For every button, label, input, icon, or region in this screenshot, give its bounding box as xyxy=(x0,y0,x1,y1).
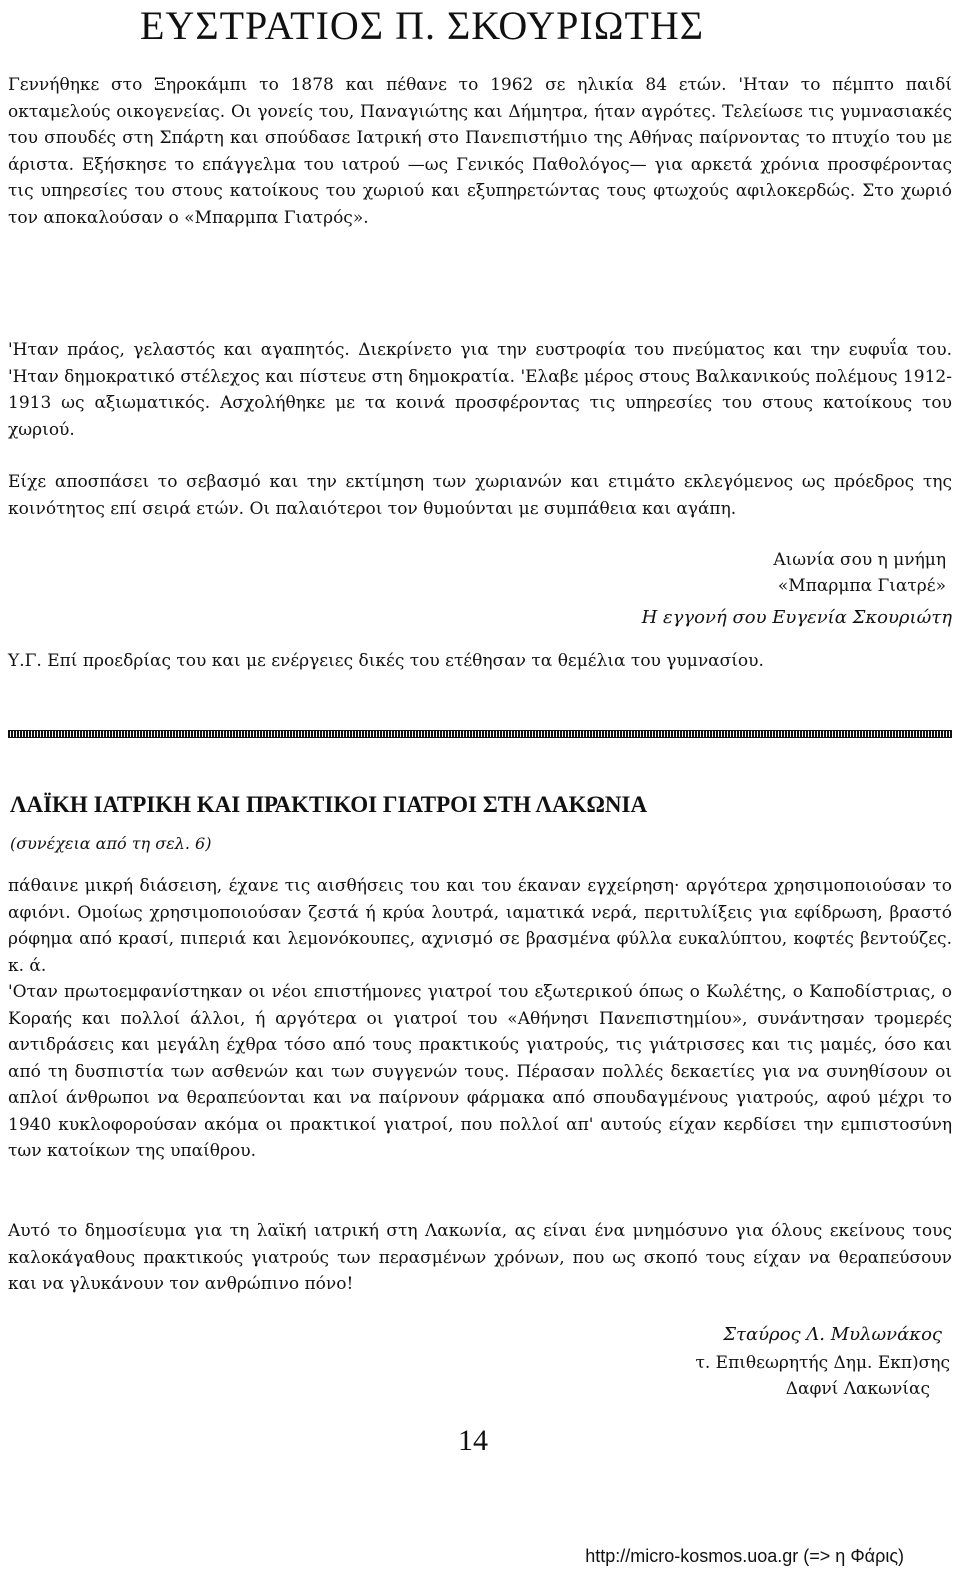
continued-note: (συνέχεια από τη σελ. 6) xyxy=(10,834,212,853)
article-paragraph: Γεννήθηκε στο Ξηροκάμπι το 1878 και πέθανε το 1962 σε ηλικία 84 ετών. 'Ηταν το πέμπτο παιδί οκταμελούς οικογενείας. Οι γονείς του, Παναγιώτης και Δήμητρα, ήταν αγρότες. Τελείωσε τις γυμνασιακές του σπουδές στη Σπάρτη και σπούδασε Ιατρική στο Πανεπιστήμιο της Αθήνας παίρνοντας το πτυχίο του με άριστα. Εξήσκησε το επάγγελμα του ιατρού —ως Γενικός Παθολόγος— για αρκετά χρόνια προσφέροντας τις υπηρεσίες του στους κατοίκους του χωριού και εξυπηρετώντας τους φτωχούς αφιλοκερδώς. Στο χωριό τον αποκαλούσαν ο «Μπαρμπα Γιατρός». xyxy=(8,75,952,228)
article-paragraph: Είχε αποσπάσει το σεβασμό και την εκτίμηση των χωριανών και ετιμάτο εκλεγόμενος ως πρόεδρος της κοινότητος επί σειρά ετών. Οι παλαιότεροι τον θυμούνται με συμπάθεια και αγάπη. xyxy=(8,472,952,519)
section-divider xyxy=(8,730,952,738)
article-paragraph: 'Ηταν πράος, γελαστός και αγαπητός. Διεκρίνετο για την ευστροφία του πνεύματος και την ευφυΐα του. 'Ηταν δημοκρατικό στέλεχος και πίστευε στη δημοκρατία. 'Ελαβε μέρος στους Βαλκανικούς πολέμους 1912-1913 ως αξιωματικός. Ασχολήθηκε με τα κοινά προσφέροντας τις υπηρεσίες του στους κατοίκους του χωριού. xyxy=(8,340,952,440)
closing-line: Αιωνία σου η μνήμη xyxy=(773,550,946,570)
article-paragraph: 'Οταν πρωτοεμφανίστηκαν οι νέοι επιστήμονες γιατροί του εξωτερικού όπως ο Κωλέτης, ο Καποδίστριας, ο Κοραής και πολλοί άλλοι, ή αργότερα οι γιατροί του «Αθήνησι Πανεπιστημίου», συνάντησαν τρομερές αντιδράσεις και μεγάλη έχθρα τόσο από τους πρακτικούς γιατρούς, τις γιάτρισσες και τις μαμές, όσο και από τη δυσπιστία των ασθενών και των συγγενών τους. Πέρασαν πολλές δεκαετίες για να συνηθίσουν οι απλοί άνθρωποι να θεραπεύονται και να παίρνουν φάρμακα από σπουδαγμένους γιατρούς, αφού μέχρι το 1940 κυκλοφορούσαν ακόμα οι πρακτικοί γιατροί, που πολλοί απ' αυτούς είχαν κερδίσει την εμπιστοσύνη των κατοίκων της υπαίθρου. xyxy=(8,982,952,1161)
signature: Η εγγονή σου Ευγενία Σκουριώτη xyxy=(641,607,952,628)
source-url: http://micro-kosmos.uoa.gr (=> η Φάρις) xyxy=(585,1546,904,1566)
author-title: τ. Επιθεωρητής Δημ. Εκπ)σης xyxy=(695,1353,950,1373)
section-title: ΛΑΪΚΗ ΙΑΤΡΙΚΗ ΚΑΙ ΠΡΑΚΤΙΚΟΙ ΓΙΑΤΡΟΙ ΣΤΗ ΛΑΚΩΝΙΑ xyxy=(10,792,648,817)
article-title: ΕΥΣΤΡΑΤΙΟΣ Π. ΣΚΟΥΡΙΩΤΗΣ xyxy=(140,3,705,48)
article-paragraph: Αυτό το δημοσίευμα για τη λαϊκή ιατρική στη Λακωνία, ας είναι ένα μνημόσυνο για όλους εκείνους τους καλοκάγαθους πρακτικούς γιατρούς των περασμένων χρόνων, που ως σκοπό τους είχαν να θεραπεύσουν και να γλυκάνουν τον ανθρώπινο πόνο! xyxy=(8,1221,952,1294)
page-number: 14 xyxy=(458,1424,488,1457)
article-paragraph: πάθαινε μικρή διάσειση, έχανε τις αισθήσεις του και του έκαναν εγχείρηση· αργότερα χρησιμοποιούσαν το αφιόνι. Ομοίως χρησιμοποιούσαν ζεστά ή κρύα λουτρά, ιαματικά νερά, περιτυλίξεις για εφίδρωση, βραστό ρόφημα από κρασί, πιπεριά και λεμονόκουπες, αχνισμό σε βρασμένα φύλλα ευκαλύπτου, κοφτές βεντούζες. κ. ά. xyxy=(8,876,952,976)
closing-line: «Μπαρμπα Γιατρέ» xyxy=(777,576,946,596)
author-location: Δαφνί Λακωνίας xyxy=(785,1379,930,1399)
author-name: Σταύρος Λ. Μυλωνάκος xyxy=(723,1324,942,1345)
postscript: Υ.Γ. Επί προεδρίας του και με ενέργειες δικές του ετέθησαν τα θεμέλια του γυμνασίου. xyxy=(8,651,764,671)
